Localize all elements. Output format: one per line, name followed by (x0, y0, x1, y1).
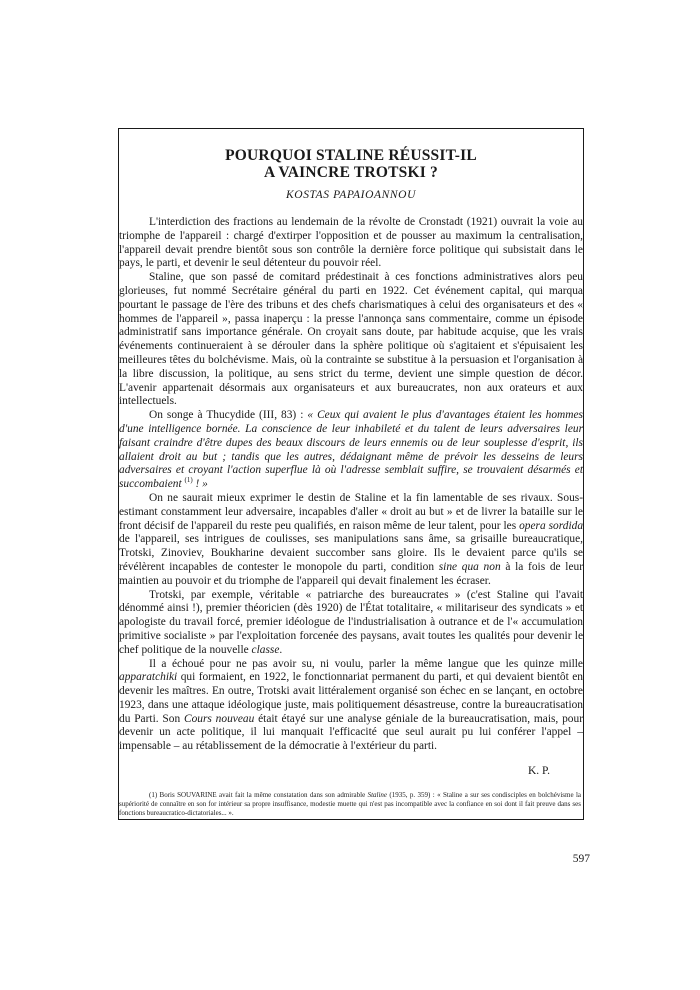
p5-italic-classe: classe (251, 643, 280, 656)
footnote-text (119, 791, 581, 818)
author-signature: K. P. (527, 765, 550, 777)
p6-italic-apparatchiki: apparatchiki (119, 671, 178, 684)
quote-end: ! » (192, 478, 208, 491)
title-line-2: A VAINCRE TROTSKI ? (264, 164, 438, 181)
p6-text-c: qui formaient, en 1922, le fonctionnariat permanent du parti, et qui devaient bientôt en devenir les maîtres. En outre, Trotski avait littéralement organisé son échec en se lançant, en octobre 1923, dans une attaque idéologique juste, mais politiquement désastreuse, contre la bureaucratisation du Parti. Son (119, 671, 583, 725)
thucydides-intro: On songe à Thucydide (III, 83) : (149, 409, 308, 422)
p6-text-a: Il a échoué pour ne pas avoir su, ni voulu, parler la même langue que les quinze mille (149, 657, 583, 670)
footnote-italic-staline: Staline (367, 791, 388, 799)
paragraph-1: L'interdiction des fractions au lendemain de la révolte de Cronstadt (1921) ouvrait la voie au triomphe de l'appareil : chargé d'extirper l'opposition et de pousser au maximum la centralisation, l'appareil devait prendre bientôt sous son contrôle la dernière force politique qui subsistait dans le pays, le parti, et devenir le seul détenteur du pouvoir réel. (119, 216, 583, 270)
page-number: 597 (572, 853, 590, 865)
p6-italic-cours: Cours nouveau (183, 712, 255, 725)
paragraph-5 (119, 589, 583, 658)
p5-text-a: Trotski, par exemple, véritable « patriarche des bureaucrates » (c'est Staline qui l'avait dénommé ainsi !), premier théoricien (dès 1920) de l'État totalitaire, « militariseur des syndicats » et apologiste du travail forcé, premier idéologue de l'industrialisation à outrance et de l'« accumulation primitive socialiste » par l'exploitation forcenée des paysans, avait toutes les qualités pour devenir le chef politique de la nouvelle (119, 588, 583, 656)
paragraph-2: Staline, que son passé de comitard prédestinait à ces fonctions administratives alors peu glorieuses, fut nommé Secrétaire général du parti en 1922. Cet événement capital, qui marqua pourtant le passage de l'ère des tribuns et des chefs charismatiques à celui des organisateurs et des « hommes de l'appareil », passa inaperçu : la presse l'annonça sans commentaire, comme un épisode administratif sans importance générale. On croyait sans doute, par habitude acquise, que les vrais événements continueraient à se dérouler dans la sphère politique où s'agitaient et s'épuisaient les meilleures têtes du bolchévisme. Mais, où la contrainte se substitue à la persuasion et l'organisation à la libre discussion, la politique, au sens strict du terme, devient une simple question de décor. L'avenir appartenait désormais aux organisateurs et aux bureaucrates, non aux orateurs et aux intellectuels. (119, 271, 583, 408)
p4-text-a: On ne saurait mieux exprimer le destin de Staline et la fin lamentable de ses rivaux. Sous-estimant constamment leur adversaire, incapables d'aller « droit au but » et de livrer la bataille sur le front décisif de l'appareil du reste peu qualifiés, en raison même de leur talent, pour les (119, 491, 583, 532)
thucydides-quote: « Ceux qui avaient le plus d'avantages étaient les hommes d'une intelligence bornée. La conscience de leur inhabileté et du talent de leurs adversaires leur faisant craindre d'être dupes des beaux discours de leurs ennemis ou de leur souplesse d'esprit, ils allaient droit au but ; tandis que les autres, dédaignant même de prévoir les desseins de leurs adversaires et croyant l'action superflue là où l'adresse semblait suffire, se trouvaient désarmés et succombaient (119, 409, 583, 491)
paragraph-6 (119, 658, 583, 755)
title-line-1: POURQUOI STALINE RÉUSSIT-IL (225, 147, 477, 164)
paragraph-4 (119, 492, 583, 589)
article-author: KOSTAS PAPAIOANNOU (286, 189, 416, 201)
footnote (119, 791, 581, 818)
p4-text-e: à la fois de leur maintien au pouvoir et du triomphe de l'appareil qui devait finalement les écraser. (119, 560, 583, 587)
p4-text-c: de l'appareil, ses intrigues de coulisses, ses manipulations sans âme, sa grisaille bureaucratique, Trotski, Zinoviev, Boukharine devaient succomber sans gloire. Ils le devaient parce qu'ils se révélèrent incapables de contester le monopole du parti, condition (119, 533, 583, 573)
footnote-a: (1) Boris SOUVARINE avait fait la même constatation dans son admirable (149, 791, 368, 799)
p4-italic-opera: opera sordida (519, 519, 584, 532)
article-title (118, 147, 584, 181)
p5-text-c: . (279, 643, 283, 656)
p6-text-e: était étayé sur une analyse géniale de la bureaucratisation, mais, pour devenir un acte politique, il lui manquait l'efficacité que seul aurait pu lui conférer l'appel – impensable – au rétablissement de la démocratie à l'extérieur du parti. (119, 712, 583, 753)
article-body (119, 216, 583, 754)
p4-italic-sine: sine qua non (438, 560, 501, 573)
paragraph-3 (119, 409, 583, 492)
footnote-c: (1935, p. 359) : « Staline a sur ses condisciples en bolchévisme la supériorité de connaître en son for intérieur sa propre insuffisance, modestie muette qui n'est pas incompatible avec la confiance en soi dont il fait preuve dans ses fonctions bureaucratico-dictatoriales... ». (119, 791, 581, 817)
footnote-ref: (1) (184, 476, 193, 485)
